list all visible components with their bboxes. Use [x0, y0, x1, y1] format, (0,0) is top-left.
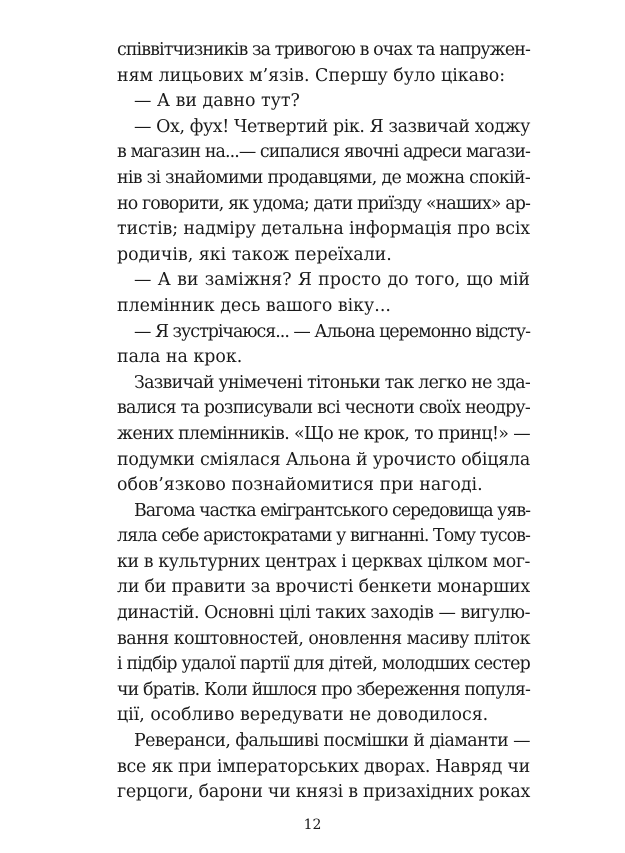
text-line: ки в культурних центрах і церквах цілком мог- — [117, 551, 530, 572]
text-line: родичів, які також переїхали. — [117, 244, 392, 265]
text-line: ням лицьових м’язів. Спершу було цікаво: — [117, 65, 506, 86]
text-line: співвітчизників за тривогою в очах та напружен- — [117, 40, 530, 60]
page-number: 12 — [303, 817, 322, 833]
text-line: ляла себе аристократами у вигнанні. Тому тусов- — [117, 526, 530, 547]
text-line: — А ви давно тут? — [134, 91, 300, 112]
text-line: — А ви заміжня? Я просто до того, що мій — [134, 270, 530, 291]
text-line: валися та розписували всі чесноти своїх неодру- — [117, 398, 530, 419]
text-line: Зазвичай унімечені тітоньки так легко не зда- — [134, 372, 530, 393]
text-line: тистів; надміру детальна інформація про всіх — [117, 219, 530, 240]
body-text — [117, 38, 530, 806]
text-line: подумки сміялася Альона й урочисто обіцяла — [117, 449, 530, 470]
text-line: Вагома частка емігрантського середовища уяв- — [134, 500, 530, 521]
text-line: но говорити, як удома; дати приїзду «наших» ар- — [117, 193, 530, 214]
text-line: чи братів. Коли йшлося про збереження популя- — [117, 679, 530, 700]
text-line: племінник десь вашого віку... — [117, 295, 391, 316]
text-line: ли би правити за врочисті бенкети монарших — [117, 577, 530, 598]
text-line: герцоги, барони чи князі в призахідних роках — [117, 782, 530, 803]
text-line: ції, особливо вередувати не доводилося. — [117, 705, 489, 726]
text-line: династій. Основні цілі таких заходів — вигулю- — [117, 603, 530, 624]
text-line: обов’язково познайомитися при нагоді. — [117, 475, 483, 496]
text-line: — Ох, фух! Четвертий рік. Я зазвичай ходжу — [134, 116, 530, 137]
text-line: Реверанси, фальшиві посмішки й діаманти — — [134, 731, 530, 752]
text-line: нів зі знайомими продавцями, де можна спокій- — [117, 167, 530, 188]
text-line: — Я зустрічаюся... — Альона церемонно відсту- — [134, 321, 530, 342]
text-line: в магазин на...— сипалися явочні адреси магази- — [117, 142, 530, 163]
text-line: жених племінників. «Що не крок, то принц!» — — [117, 423, 530, 444]
text-line: все як при імператорських дворах. Навряд чи — [117, 756, 530, 777]
text-line: вання коштовностей, оновлення масиву пліток — [117, 628, 530, 649]
text-line: пала на крок. — [117, 347, 243, 368]
text-line: і підбір удалої партії для дітей, молодших сестер — [117, 654, 530, 675]
